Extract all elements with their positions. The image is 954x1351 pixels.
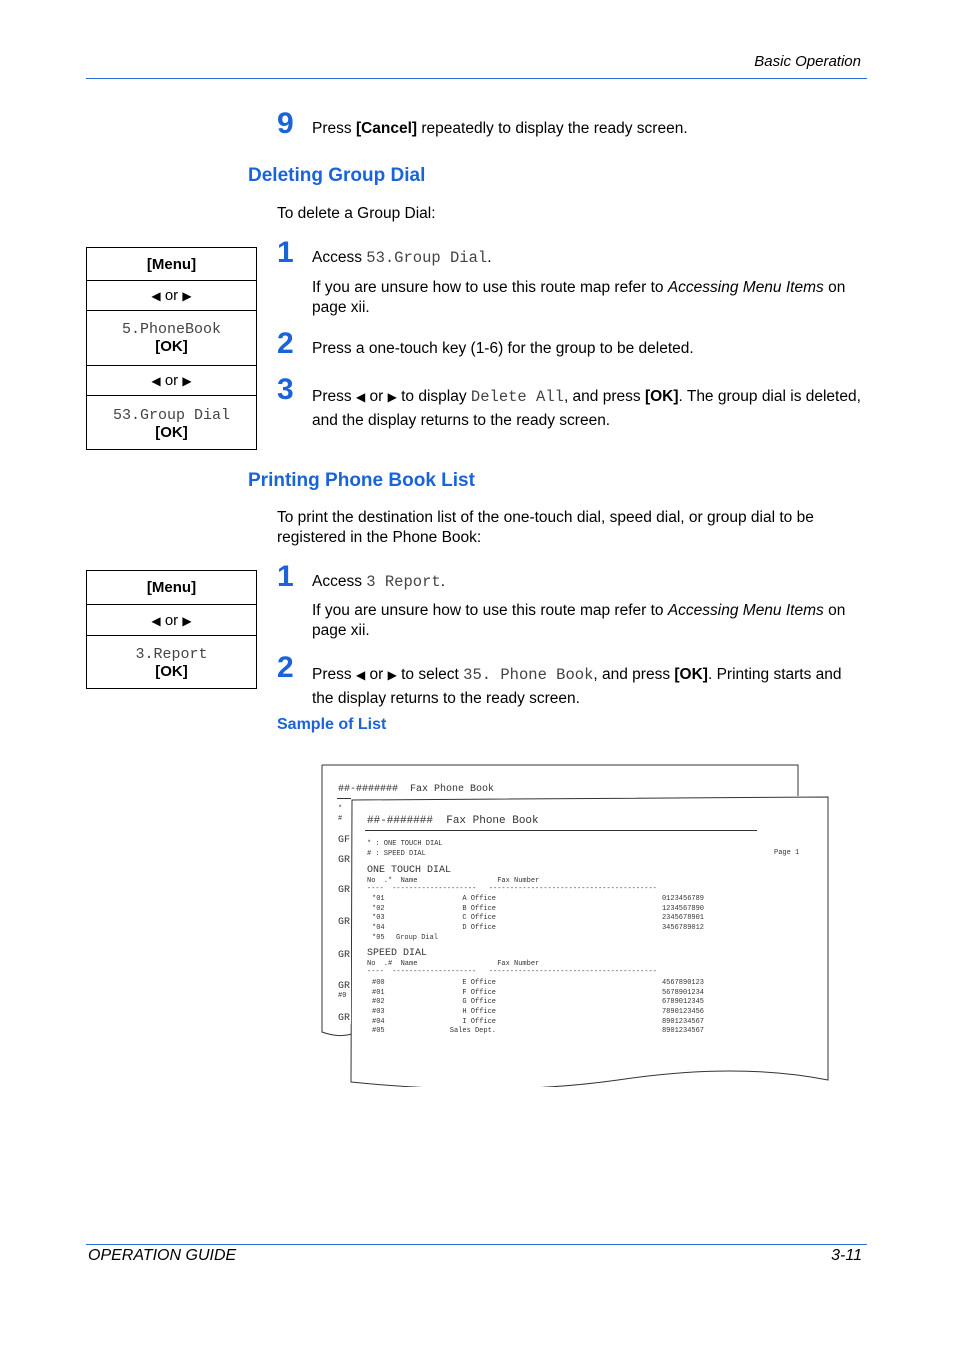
- dash-row: ---- -------------------- ----------------------------------------: [367, 885, 657, 893]
- step-text: Press ◀ or ▶ to select 35. Phone Book, and press [OK]. Printing starts and the display returns to the ready screen.: [312, 666, 842, 707]
- step-number: 1: [277, 236, 294, 269]
- step-text: Press a one-touch key (1-6) for the group to be deleted.: [312, 340, 694, 357]
- table-row: #00 E Office 4567890123: [372, 979, 704, 987]
- route-arrows: ◀ or ▶: [87, 604, 256, 635]
- route-item: 5.PhoneBook [OK]: [87, 310, 256, 365]
- legend-one-touch: * : ONE TOUCH DIAL: [367, 840, 443, 848]
- dash-row: ---- -------------------- ----------------------------------------: [367, 968, 657, 976]
- route-item: 53.Group Dial [OK]: [87, 395, 256, 451]
- table-row: *05 Group Dial: [372, 933, 439, 942]
- step-text: Access 53.Group Dial.: [312, 249, 492, 267]
- footer-guide-name: OPERATION GUIDE: [88, 1247, 237, 1264]
- section-intro: To delete a Group Dial:: [277, 205, 436, 222]
- page-number: Page 1: [774, 849, 800, 857]
- right-arrow-icon: ▶: [387, 668, 397, 682]
- speed-dial-title: SPEED DIAL: [367, 948, 428, 959]
- back-title-rule: [337, 798, 351, 799]
- step-text: Access 3 Report.: [312, 573, 445, 591]
- left-arrow-icon: ◀: [151, 289, 161, 303]
- column-header: No .# Name Fax Number: [367, 960, 540, 968]
- legend-speed: # : SPEED DIAL: [367, 850, 426, 858]
- section-heading: Deleting Group Dial: [248, 165, 426, 186]
- column-header: No .* Name Fax Number: [367, 877, 540, 885]
- table-row: #01 F Office 5678901234: [372, 988, 704, 997]
- one-touch-title: ONE TOUCH DIAL: [367, 865, 452, 876]
- route-map: [86, 247, 257, 450]
- table-row: #03 H Office 7890123456: [372, 1008, 704, 1017]
- route-item: 3.Report [OK]: [87, 635, 256, 690]
- table-row: *02 B Office 1234567890: [372, 904, 704, 913]
- right-arrow-icon: ▶: [182, 289, 192, 303]
- sample-heading: Sample of List: [277, 716, 387, 733]
- running-header: Basic Operation: [754, 53, 861, 70]
- header-rule: [86, 78, 867, 79]
- step-text: Press [Cancel] repeatedly to display the ready screen.: [312, 120, 688, 137]
- route-menu-key: [Menu]: [146, 255, 197, 273]
- table-row: *03 C Office 2345678901: [372, 914, 704, 923]
- route-arrows: ◀ or ▶: [87, 365, 256, 395]
- step-number: 1: [277, 560, 294, 593]
- table-row: #04 I Office 8901234567: [372, 1017, 704, 1026]
- step-number: 3: [277, 373, 294, 406]
- left-arrow-icon: ◀: [151, 613, 161, 628]
- speed-dial-table: [367, 979, 704, 1037]
- left-arrow-icon: ◀: [151, 374, 161, 388]
- table-row: *01 A Office 0123456789: [372, 895, 704, 903]
- route-arrows: ◀ or ▶: [87, 280, 256, 310]
- footer-page-number: 3-11: [831, 1247, 862, 1264]
- back-sheet-title: ##-####### Fax Phone Book: [338, 784, 495, 795]
- route-map: [86, 570, 257, 689]
- table-row: *04 D Office 3456789012: [372, 924, 704, 933]
- footer-rule: [86, 1244, 867, 1245]
- step-number: 2: [277, 651, 294, 684]
- table-row: #02 G Office 6789012345: [372, 998, 704, 1007]
- right-arrow-icon: ▶: [182, 613, 192, 628]
- one-touch-table: [367, 895, 704, 943]
- front-sheet-title: ##-####### Fax Phone Book: [367, 815, 539, 827]
- right-arrow-icon: ▶: [387, 390, 397, 404]
- step-number: 9: [277, 107, 294, 140]
- section-heading: Printing Phone Book List: [248, 470, 475, 491]
- route-menu-key: [Menu]: [146, 579, 197, 596]
- table-row: #05 Sales Dept. 8901234567: [372, 1027, 704, 1036]
- left-arrow-icon: ◀: [355, 390, 366, 404]
- right-arrow-icon: ▶: [182, 374, 192, 388]
- left-arrow-icon: ◀: [355, 668, 366, 682]
- step-text: Press ◀ or ▶ to display Delete All, and press [OK]. The group dial is deleted, and the display returns to the ready screen.: [312, 388, 861, 429]
- step-note: If you are unsure how to use this route map refer to Accessing Menu Items on page xii.: [312, 602, 846, 639]
- step-number: 2: [277, 327, 294, 360]
- front-title-rule: [365, 830, 757, 831]
- step-note: If you are unsure how to use this route map refer to Accessing Menu Items on page xii.: [312, 279, 846, 316]
- section-intro: To print the destination list of the one-touch dial, speed dial, or group dial to be registered in the Phone Book:: [277, 509, 814, 546]
- back-sheet-margin: * # GF GR GR GR GR GR #0 GR: [338, 805, 351, 1024]
